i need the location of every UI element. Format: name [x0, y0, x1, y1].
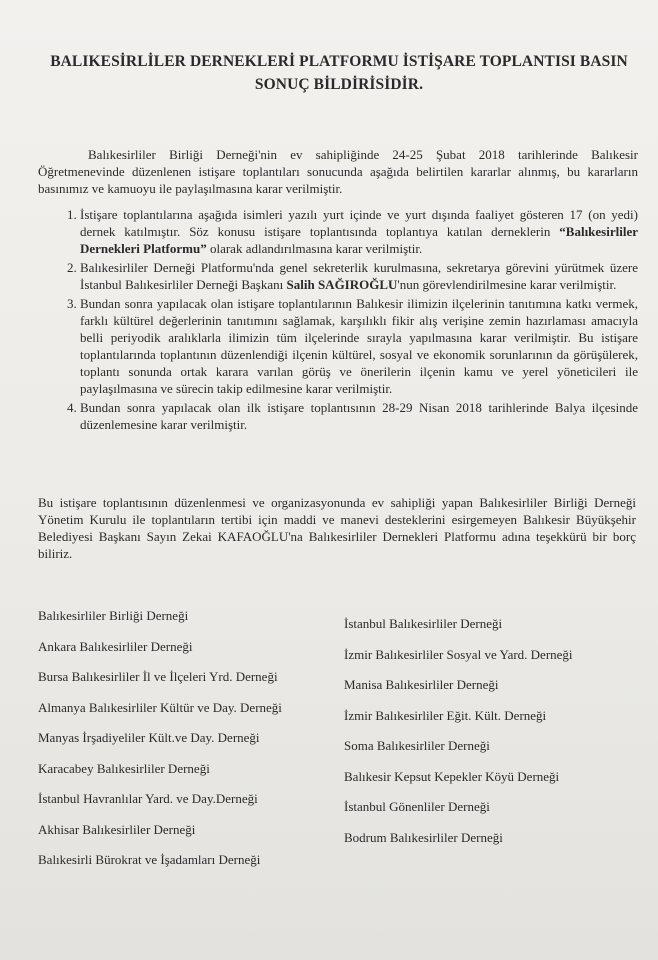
member-association: Balıkesirli Bürokrat ve İşadamları Derneği — [38, 852, 261, 867]
decision-text: Balıkesirliler Derneği Platformu'nda genel sekreterlik kurulmasına, sekretarya görevini yürütmek üzere İstanbul Balıkesirliler Derneği Başkanı — [80, 260, 638, 292]
decision-item — [80, 295, 638, 397]
document-title — [40, 50, 638, 96]
member-list-right — [344, 616, 573, 860]
member-association: Karacabey Balıkesirliler Derneği — [38, 760, 210, 776]
decision-bold-text: Salih SAĞIROĞLU — [286, 277, 398, 292]
member-association: İstanbul Gönenliler Derneği — [344, 799, 490, 814]
decision-item — [80, 206, 638, 257]
title-line-1: BALIKESİRLİLER DERNEKLERİ PLATFORMU İSTİŞARE TOPLANTISI BASIN — [50, 53, 628, 70]
member-association: Bursa Balıkesirliler İl ve İlçeleri Yrd. Derneği — [38, 669, 278, 684]
member-association: Bodrum Balıkesirliler Derneği — [344, 829, 503, 845]
member-association: Ankara Balıkesirliler Derneği — [38, 638, 193, 654]
decision-text: Bundan sonra yapılacak olan ilk istişare toplantısının 28-29 Nisan 2018 tarihlerinde Balya ilçesinde düzenlemesine karar verilmiştir. — [80, 400, 638, 432]
member-list-left — [38, 608, 282, 883]
member-association: İzmir Balıkesirliler Sosyal ve Yard. Derneği — [344, 646, 573, 662]
title-line-2: SONUÇ BİLDİRİSİDİR. — [254, 76, 424, 93]
decision-bold-text: “Balıkesirliler Dernekleri Platformu” — [80, 224, 638, 256]
member-association: İstanbul Havranlılar Yard. ve Day.Derneği — [38, 791, 258, 806]
member-association: Manyas İrşadiyeliler Kült.ve Day. Derneği — [38, 730, 260, 745]
member-association: Manisa Balıkesirliler Derneği — [344, 677, 499, 692]
decision-item — [80, 259, 638, 293]
member-association: Almanya Balıkesirliler Kültür ve Day. Derneği — [38, 699, 282, 715]
member-association: Balıkesirliler Birliği Derneği — [38, 608, 189, 623]
member-association: Balıkesir Kepsut Kepekler Köyü Derneği — [344, 768, 560, 784]
member-association: İzmir Balıkesirliler Eğit. Kült. Derneği — [344, 707, 547, 723]
intro-paragraph: Balıkesirliler Birliği Derneği'nin ev sahipliğinde 24-25 Şubat 2018 tarihlerinde Balıkesir Öğretmenevinde düzenlenen istişare toplantıları sonucunda aşağıda belirtilen kararlar alınmış, bu kararların basınımız ve kamuoyu ile paylaşılmasına karar verilmiştir. — [38, 147, 638, 196]
member-association: Soma Balıkesirliler Derneği — [344, 738, 490, 753]
member-association: İstanbul Balıkesirliler Derneği — [344, 616, 503, 631]
decision-text: Bundan sonra yapılacak olan istişare toplantılarının Balıkesir ilimizin ilçelerinin tanıtımına katkı vermek, farklı kültürel değerlerinin tanıtımını sağlamak, karşılıklı fikir alış verişine zemin hazırlaması amacıyla belli periyodik aralıklarla ilimizin tüm ilçelerinde sırayla yapılmasına karar verilmiştir. Bu istişare toplantılarında toplantının düzenlendiği ilçenin kültürel, sosyal ve ekonomik sorunlarının da görüşülerek, toplantı sonunda ortak karara varılan görüş ve önerilerin ilçenin kamu ve yerel yöneticileri ile paylaşılmasına ve sürecin takip edilmesine karar verilmiştir. — [80, 296, 638, 396]
decision-text-after: olarak adlandırılmasına karar verilmiştir. — [206, 241, 423, 256]
decision-list — [58, 206, 638, 435]
decision-text: İstişare toplantılarına aşağıda isimleri yazılı yurt içinde ve yurt dışında faaliyet gösteren 17 (on yedi) dernek katılmıştır. Söz konusu istişare toplantısında toplantıya katılan derneklerin — [80, 207, 638, 239]
thanks-paragraph: Bu istişare toplantısının düzenlenmesi ve organizasyonunda ev sahipliği yapan Balıkesirliler Birliği Derneği Yönetim Kurulu ile toplantıların tertibi için maddi ve manevi desteklerini esirgemeyen Balıkesir Büyükşehir Belediyesi Başkanı Sayın Zekai KAFAOĞLU'na Balıkesirliler Dernekleri Platformu adına teşekkürü bir borç biliriz. — [38, 495, 636, 561]
decision-item — [80, 399, 638, 433]
member-association: Akhisar Balıkesirliler Derneği — [38, 821, 196, 837]
decision-text-after: 'nun görevlendirilmesine karar verilmiştir. — [397, 277, 617, 292]
